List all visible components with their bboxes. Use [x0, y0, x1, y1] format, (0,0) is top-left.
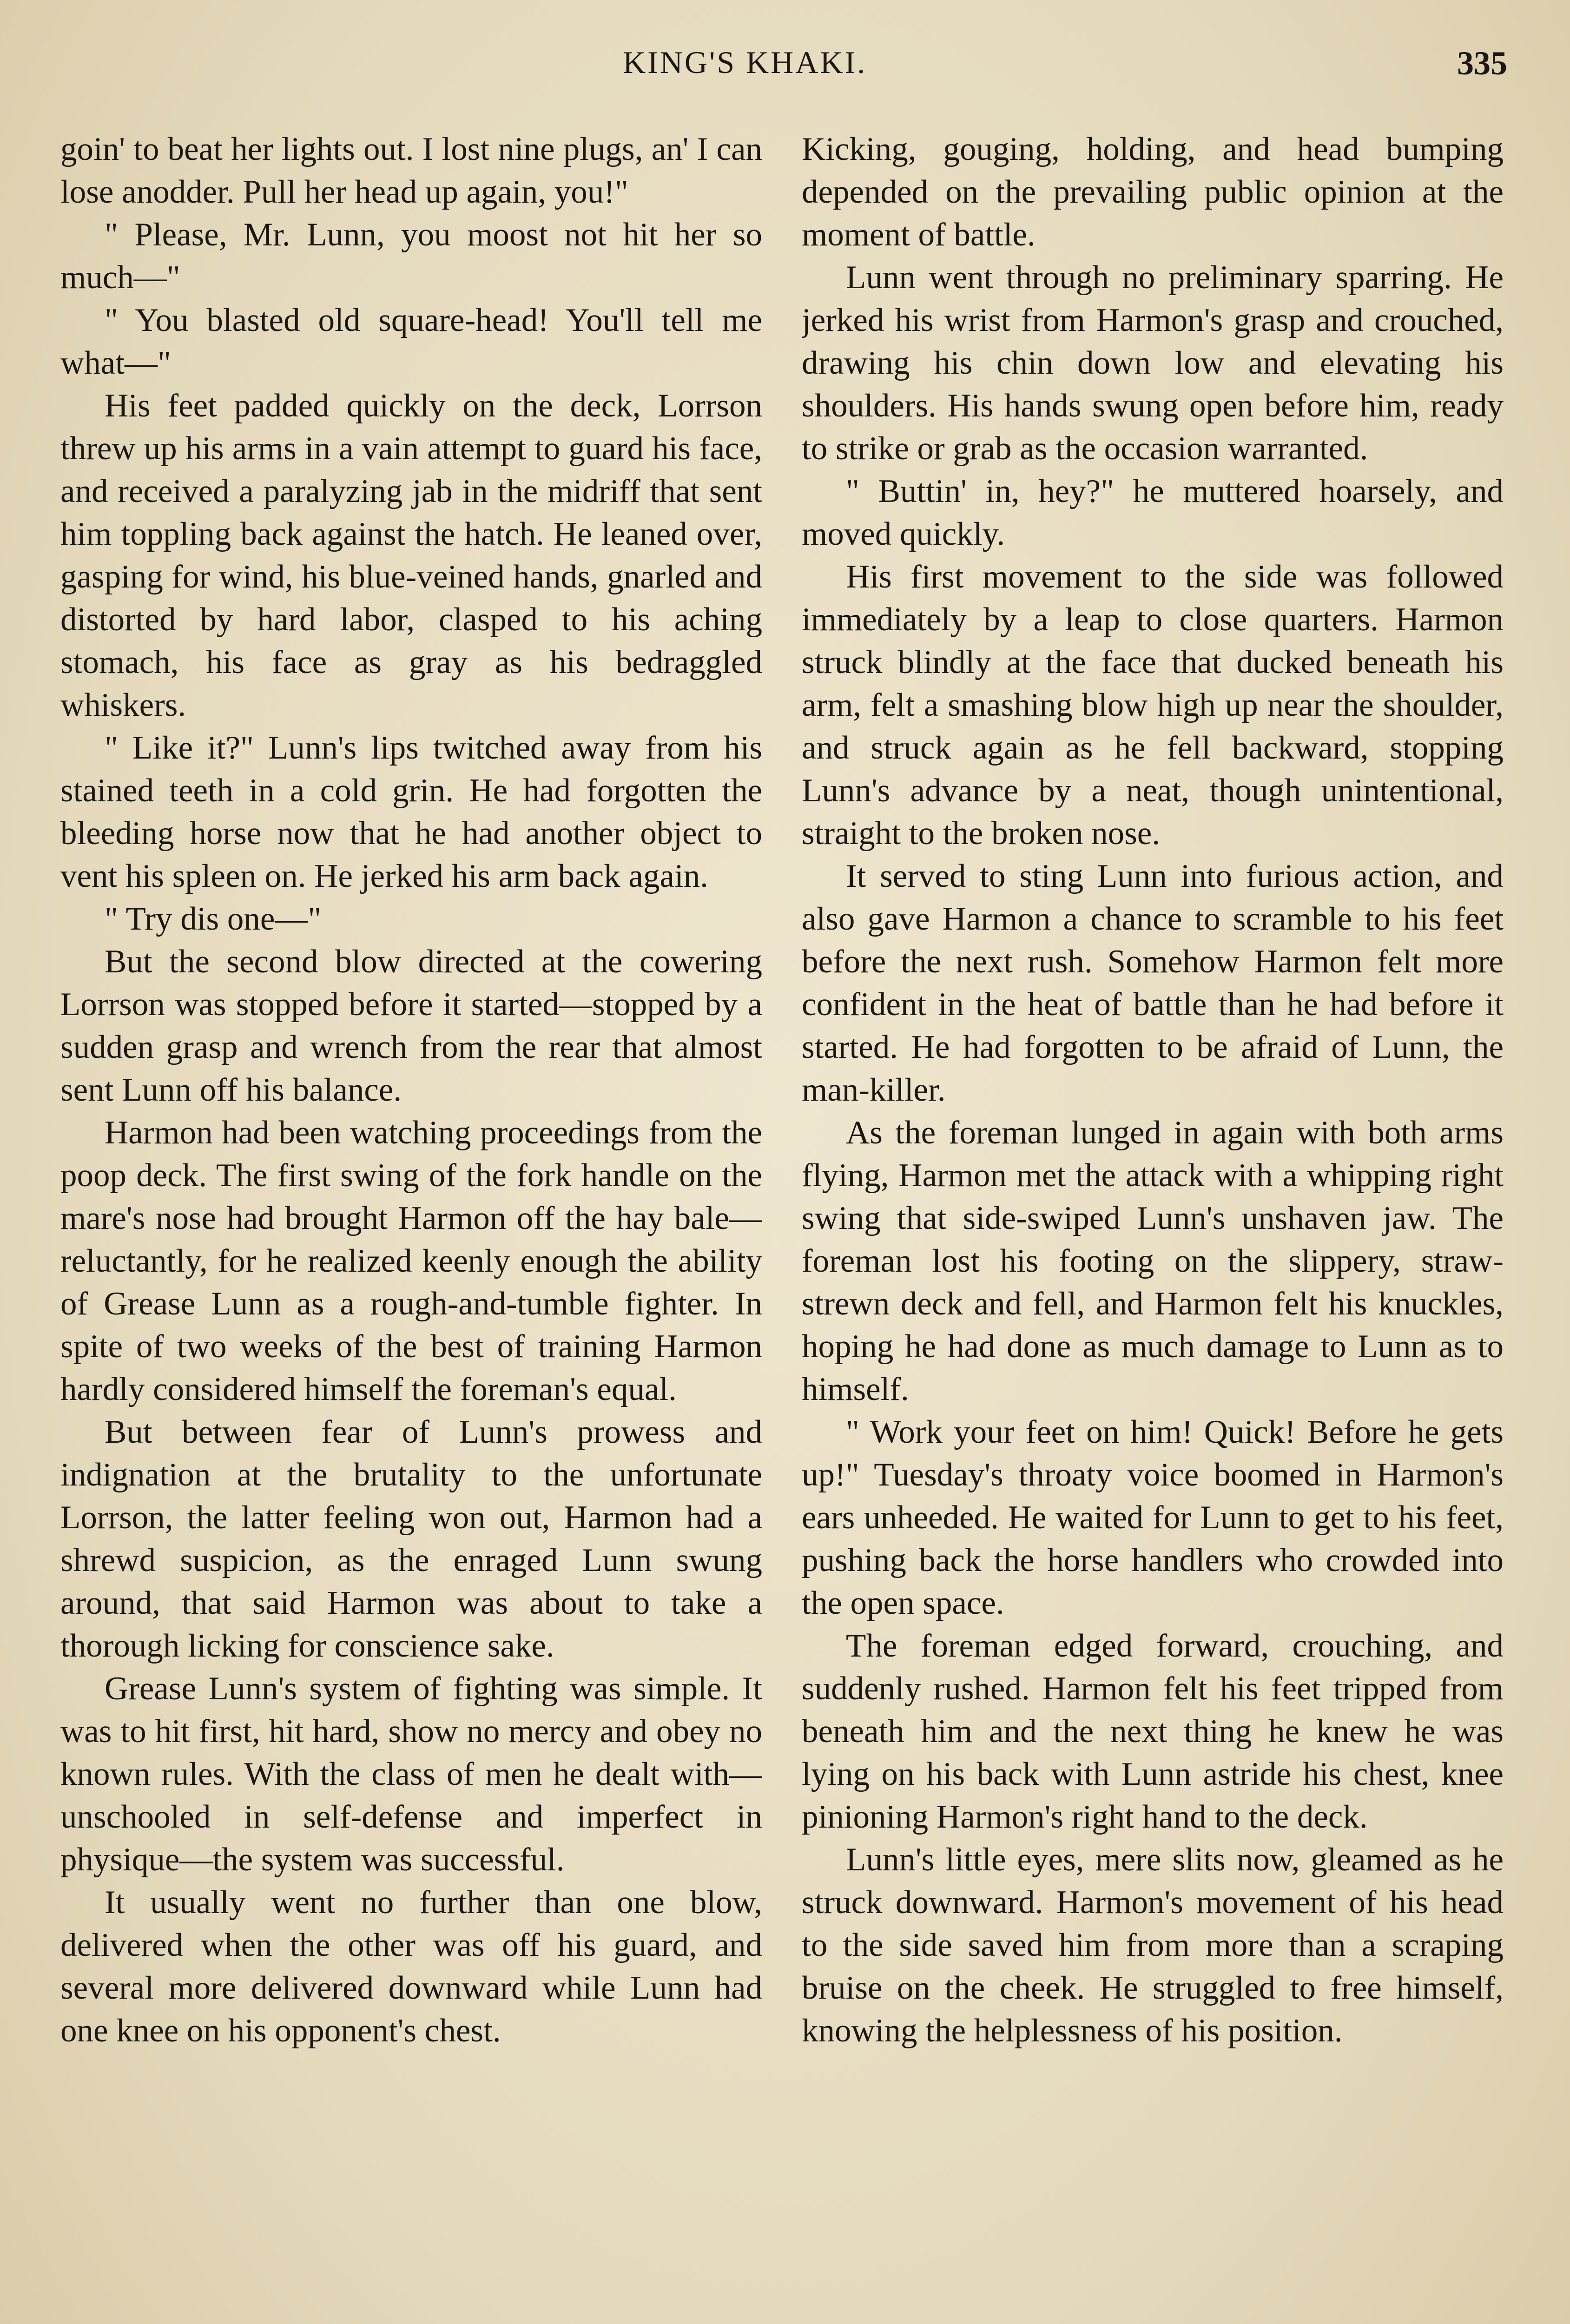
left-column [60, 128, 762, 2324]
paragraph: Kicking, gouging, holding, and head bumping depended on the prevailing public opinion at the moment of battle. [802, 131, 1504, 253]
paragraph: Harmon had been watching proceedings from the poop deck. The first swing of the fork handle on the mare's nose had brought Harmon off the hay bale—reluctantly, for he realized keenly enough the ability of Grease Lunn as a rough-and-tumble fighter. In spite of two weeks of the best of training Harmon hardly considered himself the foreman's equal. [60, 1115, 762, 1407]
paragraph: goin' to beat her lights out. I lost nine plugs, an' I can lose anodder. Pull her head up again, you!" [60, 131, 762, 210]
paragraph: His first movement to the side was followed immediately by a leap to close quarters. Harmon struck blindly at the face that ducked beneath his arm, felt a smashing blow high up near the shoulder, and struck again as he fell backward, stopping Lunn's advance by a neat, though unintentional, straight to the broken nose. [802, 559, 1504, 852]
paragraph: " Try dis one—" [105, 901, 322, 937]
page-number: 335 [1457, 45, 1507, 82]
paragraph: As the foreman lunged in again with both arms flying, Harmon met the attack with a whipping right swing that side-swiped Lunn's unshaven jaw. The foreman lost his footing on the slippery, straw-strewn deck and fell, and Harmon felt his knuckles, hoping he had done as much damage to Lunn as to himself. [802, 1115, 1504, 1407]
paragraph: Lunn's little eyes, mere slits now, gleamed as he struck downward. Harmon's movement of his head to the side saved him from more than a scraping bruise on the cheek. He struggled to free himself, knowing the helplessness of his position. [802, 1842, 1504, 2049]
paragraph: It served to sting Lunn into furious action, and also gave Harmon a chance to scramble to his feet before the next rush. Somehow Harmon felt more confident in the heat of battle than he had before it started. He had forgotten to be afraid of Lunn, the man-killer. [802, 858, 1504, 1108]
paragraph: " Like it?" Lunn's lips twitched away from his stained teeth in a cold grin. He had forgotten the bleeding horse now that he had another object to vent his spleen on. He jerked his arm back again. [60, 730, 762, 894]
paragraph: His feet padded quickly on the deck, Lorrson threw up his arms in a vain attempt to guard his face, and received a paralyzing jab in the midriff that sent him toppling back against the hatch. He leaned over, gasping for wind, his blue-veined hands, gnarled and distorted by hard labor, clasped to his aching stomach, his face as gray as his bedraggled whiskers. [60, 388, 762, 723]
paragraph: The foreman edged forward, crouching, and suddenly rushed. Harmon felt his feet tripped from beneath him and the next thing he knew he was lying on his back with Lunn astride his chest, knee pinioning Harmon's right hand to the deck. [802, 1628, 1504, 1835]
paragraph: Grease Lunn's system of fighting was simple. It was to hit first, hit hard, show no mercy and obey no known rules. With the class of men he dealt with—unschooled in self-defense and imperfect in physique—the system was successful. [60, 1670, 762, 1878]
paragraph: But the second blow directed at the cowering Lorrson was stopped before it started—stopped by a sudden grasp and wrench from the rear that almost sent Lunn off his balance. [60, 944, 762, 1108]
running-title: KING'S KHAKI. [623, 45, 867, 80]
paragraph: " Please, Mr. Lunn, you moost not hit her so much—" [60, 217, 762, 296]
paragraph: But between fear of Lunn's prowess and indignation at the brutality to the unfortunate Lorrson, the latter feeling won out, Harmon had a shrewd suspicion, as the enraged Lunn swung around, that said Harmon was about to take a thorough licking for conscience sake. [60, 1414, 762, 1664]
paragraph: It usually went no further than one blow, delivered when the other was off his guard, and several more delivered downward while Lunn had one knee on his opponent's chest. [60, 1884, 762, 2049]
right-column [802, 128, 1504, 2324]
paragraph: " You blasted old square-head! You'll tell me what—" [60, 302, 762, 381]
paragraph: " Work your feet on him! Quick! Before he gets up!" Tuesday's throaty voice boomed in Harmon's ears unheeded. He waited for Lunn to get to his feet, pushing back the horse handlers who crowded into the open space. [802, 1414, 1504, 1621]
paragraph: Lunn went through no preliminary sparring. He jerked his wrist from Harmon's grasp and crouched, drawing his chin down low and elevating his shoulders. His hands swung open before him, ready to strike or grab as the occasion warranted. [802, 259, 1504, 467]
page-header [0, 44, 1570, 100]
paragraph: " Buttin' in, hey?" he muttered hoarsely, and moved quickly. [802, 473, 1504, 552]
